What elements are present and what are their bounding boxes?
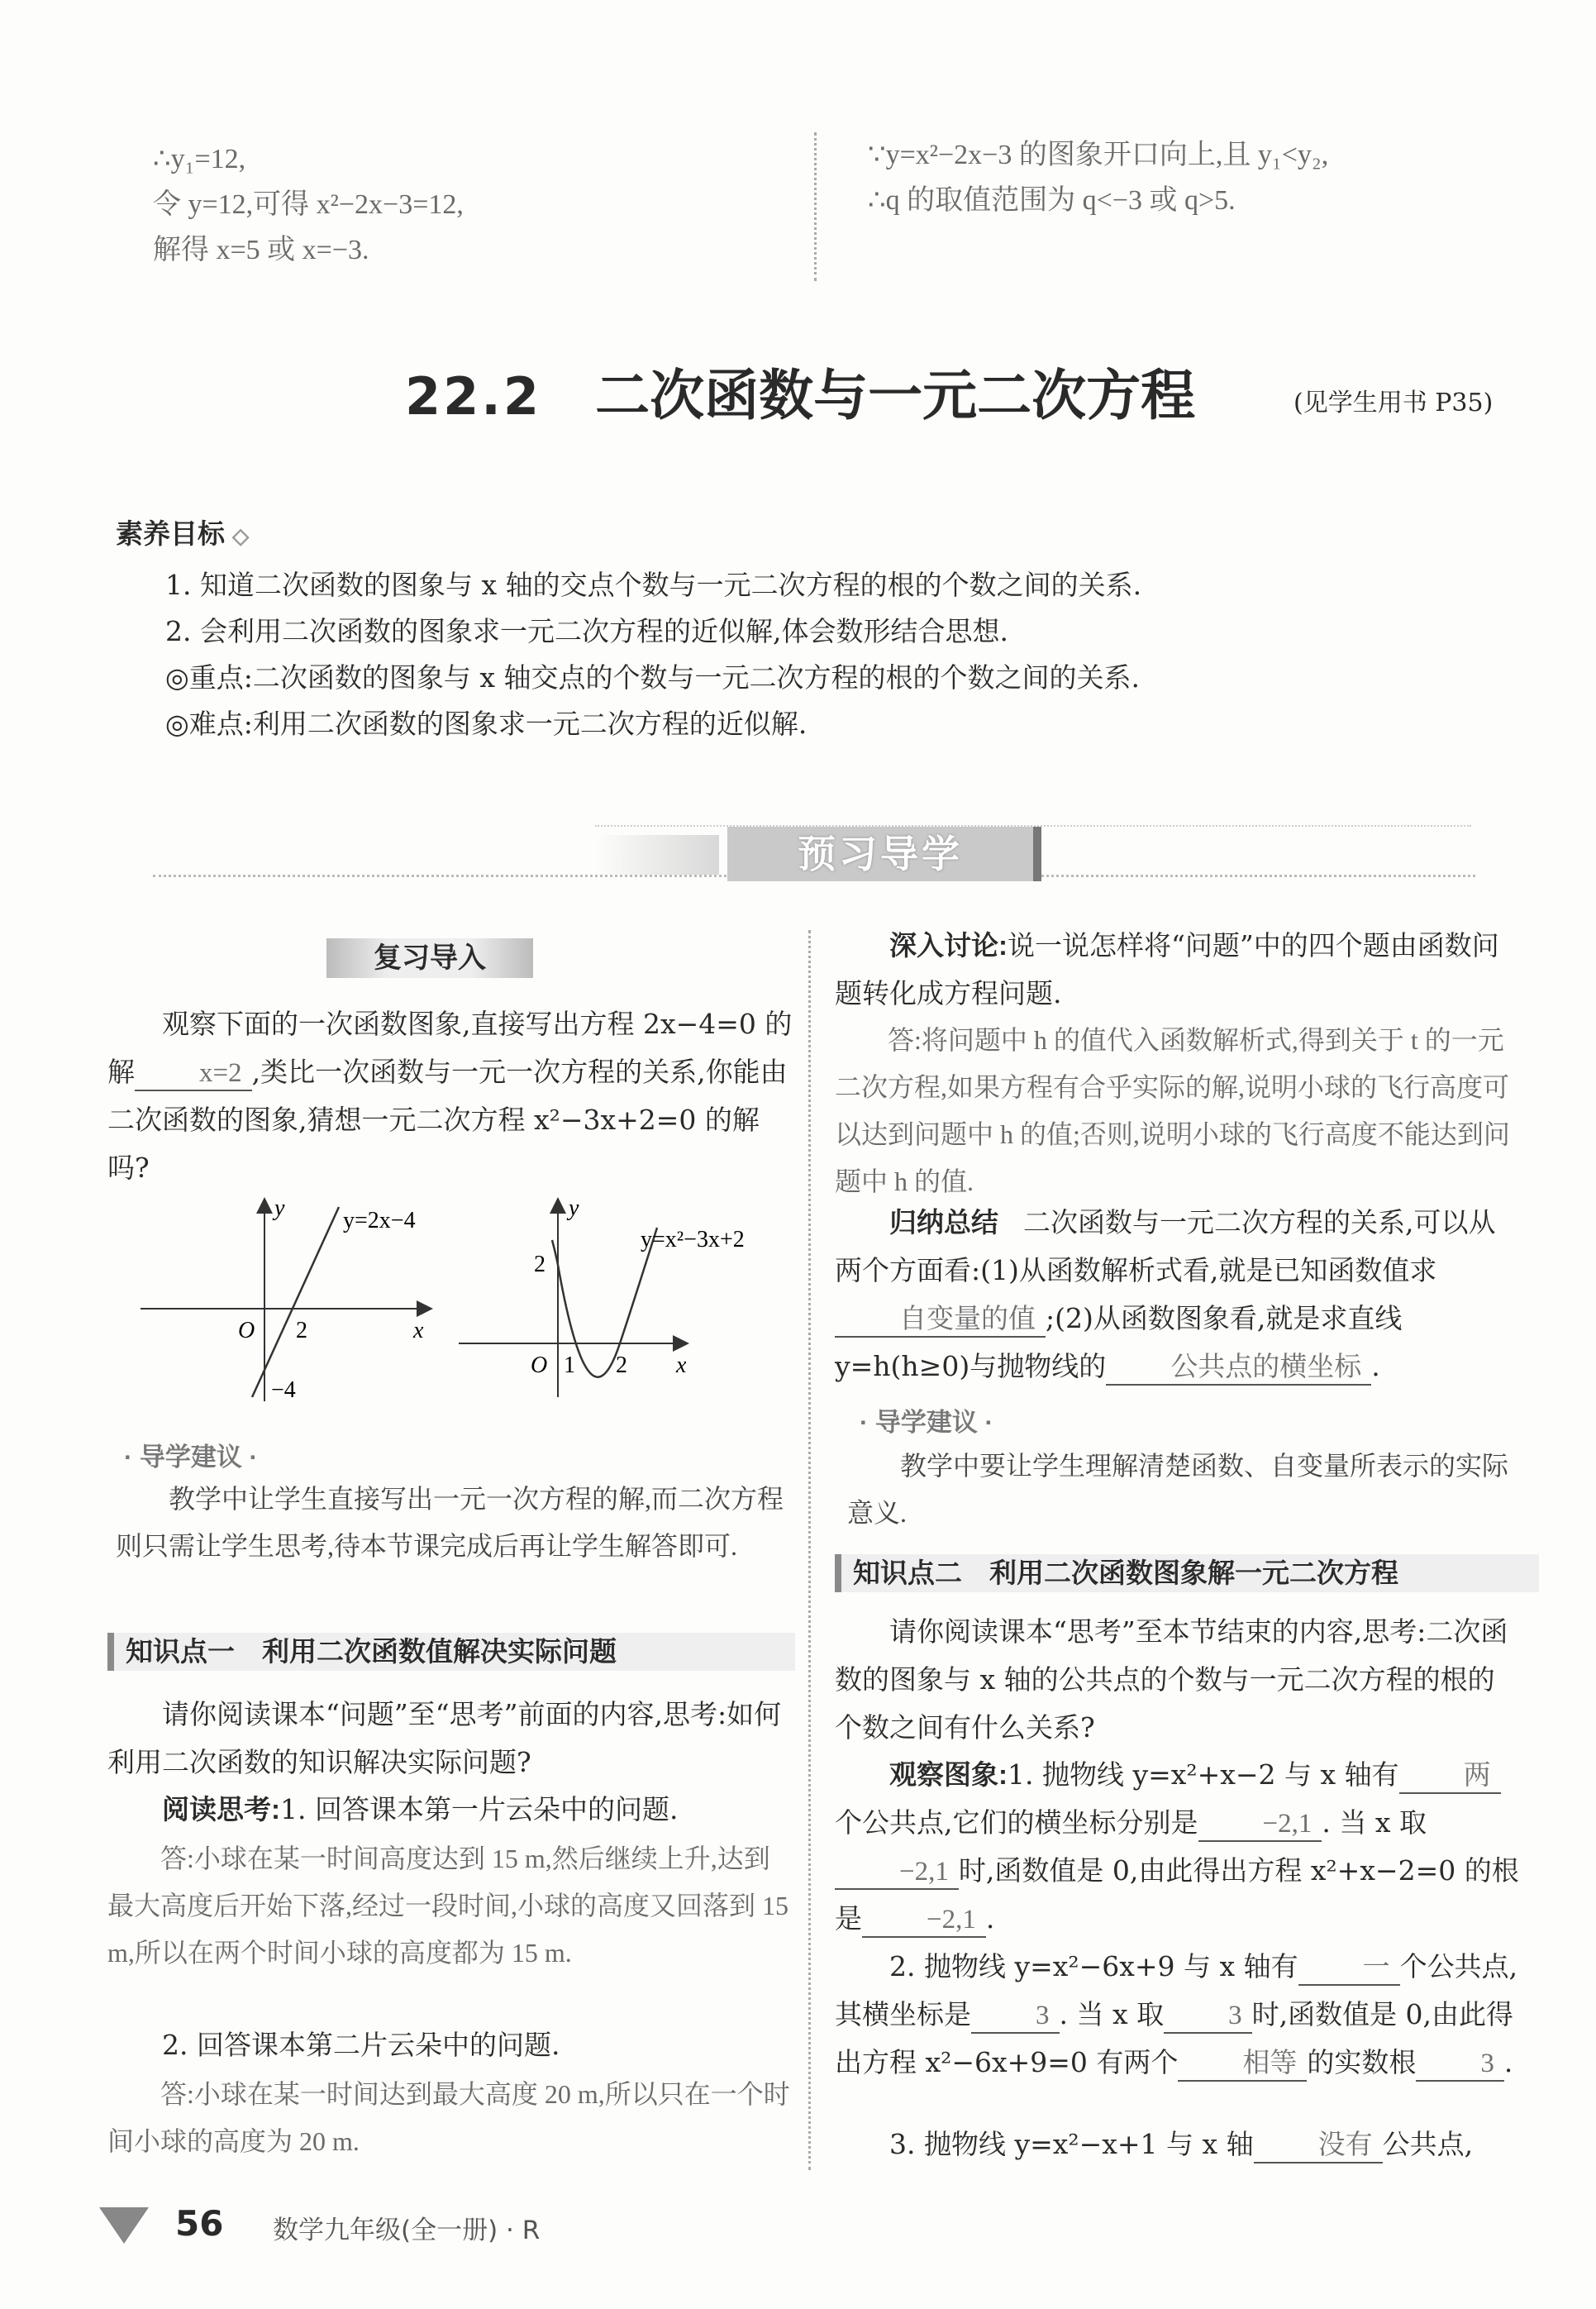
answer-blank: −2,1 [862,1903,986,1938]
discuss-paragraph [835,922,1521,1018]
read-q1-text: 1. 回答课本第一片云朵中的问题. [280,1793,679,1825]
knowledge-point-2-title: 知识点二 利用二次函数图象解一元二次方程 [835,1554,1539,1592]
read-q2: 2. 回答课本第二片云朵中的问题. [162,2029,560,2061]
goal-item: 1. 知道二次函数的图象与 x 轴的交点个数与一元二次方程的根的个数之间的关系. [165,569,1142,601]
o2-text-a: 2. 抛物线 y=x²−6x+9 与 x 轴有 [889,1950,1298,1982]
o1-text-c: . 当 x 取 [1322,1806,1427,1839]
graph2-y-label: y [569,1195,579,1221]
banner [727,827,1041,881]
observe-label: 观察图象: [889,1759,1008,1790]
review-paragraph [107,1000,793,1192]
section-title: 二次函数与一元二次方程 [595,364,1196,427]
graph2-ytick-2: 2 [534,1252,545,1277]
section-number: 22.2 [405,366,541,427]
banner-deco [595,835,719,875]
observe-2: 2. 抛物线 y=x²−6x+9 与 x 轴有 一 个公共点,其横坐标是 3 . 当 x 取 3 时,函数值是 0,由此得出方程 x²−6x+9=0 有两个 相等 的实数根 3 . [835,1943,1521,2087]
goals-title-text: 素养目标 [116,518,225,549]
top-left-line-1: ∴y₁=12, [153,144,246,174]
goal-item: 2. 会利用二次函数的图象求一元二次方程的近似解,体会数形结合思想. [165,615,1008,647]
answer-blank: 一 [1298,1951,1400,1986]
graph1-y-label: y [274,1195,285,1221]
answer-blank: 3 [971,1999,1060,2034]
summary-paragraph: 归纳总结 二次函数与一元二次方程的关系,可以从两个方面看:(1)从函数解析式看,就是已知函数值求自变量的值 ;(2)从函数图象看,就是求直线 y=h(h≥0)与抛物线的 公共点的横坐标 . [835,1199,1521,1391]
section-ref: (见学生用书 P35) [1293,389,1494,417]
review-text-b: ,类比一次函数与一元一次方程的关系,你能由二次函数的图象,猜想一元二次方程 x²−3x+2=0 的解吗? [107,1056,788,1184]
graph2-label: y=x²−3x+2 [641,1227,745,1252]
o2-text-d: 时,函数值是 0,由此得出方程 x²−6x+9=0 有两个 [835,1998,1514,2078]
discuss-text: 说一说怎样将“问题”中的四个题由函数问题转化成方程问题. [835,929,1499,1009]
answer-blank: −2,1 [835,1855,959,1890]
diamond-icon: ◇ [232,523,250,548]
banner-title: 预习导学 [798,832,963,876]
left-tip-text: 教学中让学生直接写出一元一次方程的解,而二次方程则只需让学生思考,待本节课完成后再让学生解答即可. [116,1484,784,1561]
review-text-a: 观察下面的一次函数图象,直接写出方程 2x−4=0 的解 [107,1008,793,1088]
graph2-origin: O [531,1352,548,1378]
o3-text-a: 3. 抛物线 y=x²−x+1 与 x 轴 [889,2128,1254,2160]
answer-blank: 两 [1399,1759,1501,1794]
top-right-line-2: ∴q 的取值范围为 q<−3 或 q>5. [868,185,1236,216]
graph1-label: y=2x−4 [343,1208,416,1233]
graph1-x-label: x [413,1318,424,1343]
answer-blank: 相等 [1178,2047,1307,2082]
answer-blank: 公共点的横坐标 [1106,1351,1371,1386]
summary-text-b: ;(2)从函数图象看,就是求直线 y=h(h≥0)与抛物线的 [835,1302,1403,1382]
read-a1: 答:小球在某一时间高度达到 15 m,然后继续上升,达到最大高度后开始下落,经过一段时间,小球的高度又回落到 15 m,所以在两个时间小球的高度都为 15 m. [107,1844,789,1968]
summary-text-a: 二次函数与一元二次方程的关系,可以从两个方面看:(1)从函数解析式看,就是已知函数值求 [835,1206,1496,1286]
o3-text-b: 公共点, [1382,2128,1474,2160]
goals-list [165,562,1141,747]
o2-text-e: 的实数根 [1307,2046,1417,2078]
o1-text-a: 1. 抛物线 y=x²+x−2 与 x 轴有 [1008,1758,1399,1791]
graph2-tick-2: 2 [616,1352,627,1378]
column-divider [808,930,811,2170]
goals-title [116,513,249,551]
right-tip-text: 教学中要让学生理解清楚函数、自变量所表示的实际意义. [847,1451,1509,1528]
o2-text-c: . 当 x 取 [1059,1998,1165,2030]
graph2-tick-1: 1 [564,1352,575,1378]
o1-text-b: 个公共点,它们的横坐标分别是 [835,1806,1198,1839]
goal-difficult-point: ◎难点:利用二次函数的图象求一元二次方程的近似解. [165,708,808,740]
graph1-tick-2: 2 [296,1318,307,1343]
goal-key-point: ◎重点:二次函数的图象与 x 轴交点的个数与一元二次方程的根的个数之间的关系. [165,661,1140,694]
graph2-x-label: x [676,1352,687,1378]
answer-blank: −2,1 [1198,1807,1322,1842]
read-label: 阅读思考: [162,1794,280,1825]
answer-blank: 3 [1416,2047,1504,2082]
read-q1 [107,1786,793,1834]
section-header [405,351,1195,430]
footer-book: 数学九年级(全一册) · R [273,2216,541,2245]
linear-graph [132,1190,446,1405]
review-heading [326,938,533,978]
right-tip-title: · 导学建议 · [860,1408,993,1437]
observe-3 [835,2121,1521,2168]
graph1-tick-m4: −4 [271,1377,296,1403]
top-right-line-1: ∵y=x²−2x−3 的图象开口向上,且 y₁<y₂, [868,140,1329,170]
kp1-paragraph: 请你阅读课本“问题”至“思考”前面的内容,思考:如何利用二次函数的知识解决实际问题? [107,1698,782,1778]
read-a2: 答:小球在某一时间达到最大高度 20 m,所以只在一个时间小球的高度为 20 m. [107,2079,790,2156]
discuss-answer: 答:将问题中 h 的值代入函数解析式,得到关于 t 的一元二次方程,如果方程有合乎实际的解,说明小球的飞行高度可以达到问题中 h 的值;否则,说明小球的飞行高度不能达到问题中 h 的值. [835,1025,1510,1196]
answer-blank: 没有 [1254,2129,1383,2163]
answer-blank: 自变量的值 [835,1303,1046,1338]
answer-blank: x=2 [135,1057,252,1091]
top-left-line-2: 令 y=12,可得 x²−2x−3=12, [153,189,464,220]
review-title: 复习导入 [374,942,486,975]
knowledge-point-1-title: 知识点一 利用二次函数值解决实际问题 [107,1633,795,1671]
left-tip-title: · 导学建议 · [124,1443,258,1472]
o1-text-d: 时,函数值是 0,由此得出方程 x²+x−2=0 的根是 [835,1854,1519,1935]
discuss-label: 深入讨论: [889,930,1008,961]
footer-logo-icon [99,2207,149,2244]
answer-blank: 3 [1164,1999,1252,2034]
parabola-graph [455,1190,769,1405]
top-left-block [153,136,464,273]
graph1-origin: O [238,1318,255,1343]
kp2-paragraph: 请你阅读课本“思考”至本节结束的内容,思考:二次函数的图象与 x 轴的公共点的个数与一元二次方程的根的个数之间有什么关系? [835,1615,1508,1744]
summary-label: 归纳总结 [889,1207,998,1238]
o2-text-b: 个公共点,其横坐标是 [835,1950,1518,2030]
top-left-line-3: 解得 x=5 或 x=−3. [153,235,369,265]
observe-1: 观察图象:1. 抛物线 y=x²+x−2 与 x 轴有 两个公共点,它们的横坐标分别是 −2,1 . 当 x 取−2,1 时,函数值是 0,由此得出方程 x²+x−2=0 的根是 −2,1 . [835,1751,1521,1943]
page-number: 56 [175,2203,224,2244]
top-divider [814,132,817,281]
top-right-block [868,132,1328,223]
